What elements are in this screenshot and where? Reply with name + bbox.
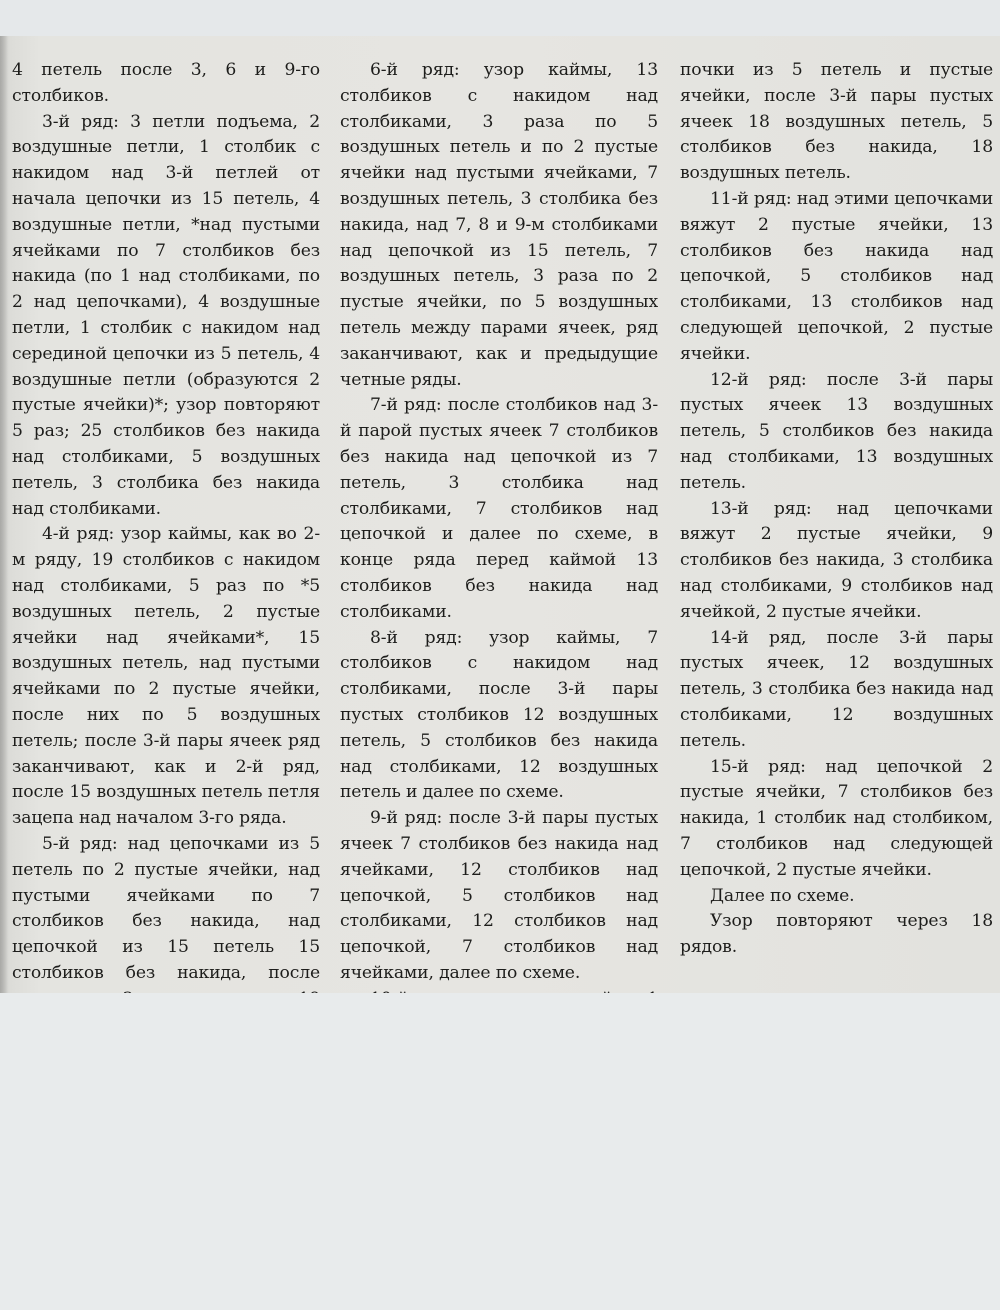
- text-column-2: [340, 58, 658, 1038]
- paragraph-row-15: 15-й ряд: над цепочкой 2 пустые ячейки, 7 столбиков без накида, 1 столбик над столбиком, 7 столбиков над следующей цепочкой, 2 пустые ячейки.: [680, 756, 993, 880]
- paragraph-row-4: 4-й ряд: узор каймы, как во 2-м ряду, 19 столбиков с накидом над столбиками, 5 раз по *5 воздушных петель, 2 пустые ячейки над ячейками*, 15 воздушных петель, над пустыми ячейками по 2 пустые ячейки, после них по 5 воздушных петель; после 3-й пары ячеек ряд заканчивают, как и 2-й ряд, после 15 воздушных петель петля зацепа над началом 3-го ряда.: [12, 524, 320, 829]
- paragraph-row-11: 11-й ряд: над этими цепочками вяжут 2 пустые ячейки, 13 столбиков без накида над цепочкой, 5 столбиков над столбиками, 13 столбиков над следующей цепочкой, 2 пустые ячейки.: [680, 188, 993, 364]
- paragraph-row-8: 8-й ряд: узор каймы, 7 столбиков с накидом над столбиками, после 3-й пары пустых столбиков 12 воздушных петель, 5 столбиков без накида над столбиками, 12 воздушных петель и далее по схеме.: [340, 627, 658, 803]
- text-column-3: [680, 58, 993, 961]
- text-column-1: [12, 58, 320, 1064]
- paragraph: 4 петель после 3, 6 и 9-го столбиков.: [12, 60, 320, 106]
- paragraph-row-6: 6-й ряд: узор каймы, 13 столбиков с накидом над столбиками, 3 раза по 5 воздушных петель и по 2 пустые ячейки над пустыми ячейками, 7 воздушных петель, 3 столбика без накида, над 7, 8 и 9-м столбиками над цепочкой из 15 петель, 7 воздушных петель, 3 раза по 2 пустые ячейки, по 5 воздушных петель между парами ячеек, ряд заканчивают, как и предыдущие четные ряды.: [340, 60, 658, 390]
- paragraph-row-7: 7-й ряд: после столбиков над 3-й парой пустых ячеек 7 столбиков без накида над цепочкой из 7 петель, 3 столбика над столбиками, 7 столбиков над цепочкой и далее по схеме, в конце ряда перед каймой 13 столбиков без накида над столбиками.: [340, 395, 658, 622]
- paragraph-row-13: 13-й ряд: над цепочками вяжут 2 пустые ячейки, 9 столбиков без накида, 3 столбика над столбиками, 9 столбиков над ячейкой, 2 пустые ячейки.: [680, 498, 993, 622]
- paragraph-row-9: 9-й ряд: после 3-й пары пустых ячеек 7 столбиков без накида над ячейками, 12 столбиков над цепочкой, 5 столбиков над столбиками, 12 столбиков над цепочкой, 7 столбиков над ячейками, далее по схеме.: [340, 808, 658, 983]
- paragraph-row-5: 5-й ряд: над цепочками из 5 петель по 2 пустые ячейки, над пустыми ячейками по 7 столбиков без накида, над цепочкой из 15 петель 15 столбиков без накида, после: [12, 833, 320, 983]
- paragraph-row-12: 12-й ряд: после 3-й пары пустых ячеек 13 воздушных петель, 5 столбиков без накида над столбиками, 13 воздушных петель.: [680, 369, 993, 493]
- top-margin: [0, 0, 1000, 36]
- paragraph: почки из 5 петель и пустые ячейки, после 3-й пары пустых ячеек 18 воздушных петель, 5 столбиков без накида, 18 воздушных петель.: [680, 60, 993, 184]
- scanned-page: [0, 36, 1000, 993]
- paragraph-repeat: Узор повторяют через 18 рядов.: [680, 911, 993, 958]
- bottom-margin: [0, 993, 1000, 1310]
- paragraph-row-3: 3-й ряд: 3 петли подъема, 2 воздушные петли, 1 столбик с накидом над 3-й петлей от начала цепочки из 15 петель, 4 воздушные петли, *над пустыми ячейками по 7 столбиков без накида (по 1 над столбиками, по 2 над цепочками), 4 воздушные петли, 1 столбик с накидом над серединой цепочки из 5 петель, 4 воздушные петли (образуются 2 пустые ячейки)*; узор повторяют 5 раз; 25 столбиков без накида над столбиками, 5 воздушных петель, 3 столбика без накида над столбиками.: [12, 111, 320, 519]
- paragraph-continue: Далее по схеме.: [710, 885, 855, 906]
- paragraph-row-14: 14-й ряд, после 3-й пары пустых ячеек, 12 воздушных петель, 3 столбика без накида над столбиками, 12 воздушных петель.: [680, 627, 993, 751]
